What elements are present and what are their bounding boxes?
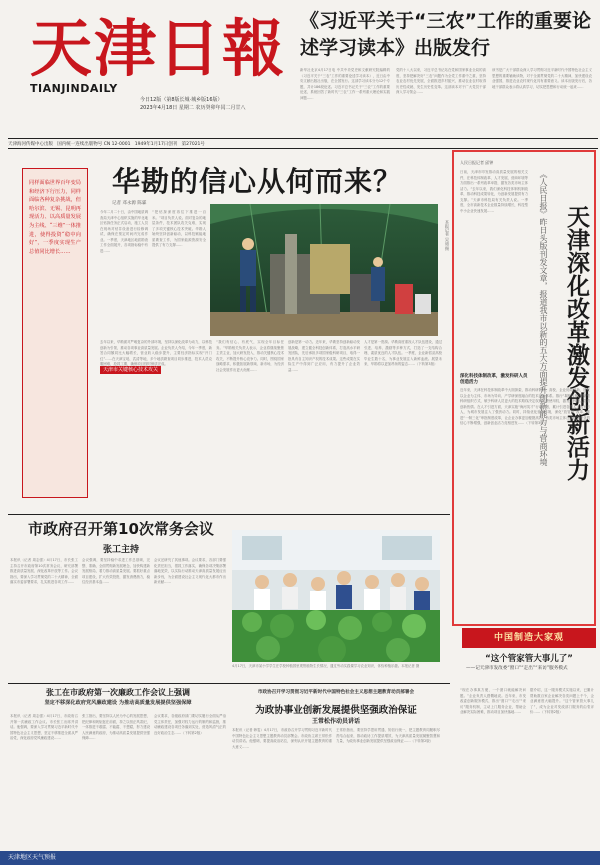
feature-column-2: 近年来，天津在科技体制改革中大胆探索，推动科研院所、高校、企业协同创新，建立以企业为主体、市场为导向、产学研深度融合的技术创新体系。推行“揭榜挂帅”等新型科研组织方式，赋予科研人员更大的技术路线决定权和经费使用权，激发了科研人员的创新热情。在人才引进方面，天津实施“海河英才”行动计划，累计引进各类人才数十万人，为城市发展注入了强劲动力。同时，持续优化营商环境，深化“放管服”改革，推进“一制三化”审批制度改革，让企业办事更加便捷高效。各类市场主体在津投资兴业的信心不断增强，创新创业活力竞相迸发……（下转第3版）: [460, 388, 590, 425]
council-meeting-title: 市政府召开第10次常务会议: [28, 520, 214, 538]
divider: [8, 138, 598, 139]
lead-column-3: 去年以来，华勘面对严峻复杂的外部环境，坚持以深化改革为动力，以科技创新为引领，推动各项事业高质量发展。企业负责人介绍，今年一季度，新签合同额同比大幅增长，营业收入稳步提升，主要经济指标实现“开门红”……在天津宝坻、武清等地，多个地质勘查项目同步推进，技术人员克服困难，抢抓工期，确保项目按时保质完成。: [100, 340, 212, 366]
top-headline: 《习近平关于“三农”工作的重要论述学习读本》出版发行: [300, 10, 591, 59]
second-meeting-column-1: 本报讯（记者 周志强）4月17日，市政府召开第一次廉政工作会议。市长张工出席并讲话。他强调，要深入学习贯彻习近平新时代中国特色社会主义思想，坚定不移推进全面从严治党，深化政府党风廉政建设……: [10, 714, 78, 740]
masthead-english-name: TIANJINDAILY: [30, 82, 118, 95]
top-story-column-1: 新华社北京4月17日电 中共中央党史和文献研究院编辑的《习近平关于“三农”工作的重要论述学习读本》，近日由中央文献出版社出版，在全国发行。这部学习读本分为12个专题，共计186段论述。习近平总书记关于“三农”工作的重要论述，系统回答了新时代“三农”工作一系列重大理论和实践问题……: [300, 68, 390, 100]
masthead-meta: [140, 96, 300, 112]
drilling-site-photo: [210, 204, 438, 336]
divider: [8, 148, 598, 149]
classroom-plants-photo: [232, 530, 440, 662]
commentary-sidebar: 同样面临世界百年变局和经济下行压力，同样面临各种复杂挑战，但哈尔滨、无锡、昆明再现活力、以高质量发展为主线、“三维”一体推进，使得投资“稳中向好”，一季度实现生产总值同比增长……: [22, 168, 88, 498]
masthead-logo: 天津日報: [30, 12, 287, 85]
second-meeting-column-3: 会议要求，各级政府部门要切实履行全面从严治党主体责任，加强对权力运行的制约和监督，推动廉政建设各项任务落到实处，营造风清气正的良好政治生态……（下转第2版）: [154, 714, 226, 735]
council-meeting-subtitle: 张工主持: [102, 545, 139, 555]
butler-column-1: “现在办事真方便，一个窗口就能解决问题。”企业负责人感慨地说。近年来，市发改委创新服务模式，推出“窗口”“走出”“来访”服务机制，主动上门服务企业，帮助企业解决实际困难，推动项目加快落地……: [460, 688, 526, 714]
cppcc-column-2: 王常松指出，要坚持学思用贯通、知信行统一，把主题教育同履职尽责结合起来，推动政协工作提质增效，为天津高质量发展凝聚智慧和力量，为政协事业创新发展提供坚强政治保证……（下转第2版）: [336, 728, 440, 743]
cppcc-column-1: 本报讯（记者 韩雯）4月17日，市政协召开学习贯彻习近平新时代中国特色社会主义思想主题教育动员部署会。市政协主席王常松作动员讲话。他强调，要提高政治站位，深刻认识开展主题教育的重大意义……: [232, 728, 332, 749]
lead-column-6: 人才是第一资源。华勘高度重视人才队伍建设，通过引进、培养、激励等多种方式，打造了一支结构合理、素质优良的人才队伍。一季度，企业新招录高校毕业生数十名，为事业发展注入新鲜血液。展望未来，华勘将以更加昂扬的姿态……（下转第3版）: [364, 340, 442, 366]
divider: [8, 683, 450, 684]
butler-column-2: 据介绍，这一服务模式实施以来，已累计帮助数百家企业解决各类问题上千个，企业满意度大幅提升。“这个管家管大事儿了”，成为企业对发改部门服务的由衷评价……（下转第2版）: [530, 688, 594, 714]
lead-headline: 华勘的信心从何而来？: [112, 165, 403, 198]
feature-subtitle: 《人民日报》昨日头版刊发文章，报道我市以新的五大方面提升创新能力与营商环境: [539, 170, 548, 466]
feature-column-1: 日前，天津市印发推动高质量发展的相关文件，在科技体制改革、人才发展、营商环境等方面推出一系列改革举措，激发各类市场主体活力。“去年以来，我们深化科技体制机制改革，推动科技成果转化，为创新发展提供有力支撑。”天津市科技局有关负责人说。一季度，全市高新技术企业数量持续增长，科技型中小企业快速发展……: [460, 170, 528, 213]
butler-title: “这个管家管大事儿了”: [485, 654, 573, 664]
council-column-1: 本报讯（记者 周志强）4月17日，市长张工主持召开市政府第10次常务会议，研究部署推进高质量发展、深化改革开放等工作。会议指出，要深入学习贯彻党的二十大精神，全面落实市委部署要求，扎实推进各项工作……: [10, 558, 78, 584]
publisher-line: 天津海河传媒中心出版 国内统一连续出版物号 CN 12-0001 1949年1月17日创刊 第27021号: [8, 142, 205, 147]
top-story-column-2: 党的十八大以来，习近平总书记站在党和国家事业全局的高度，坚持把解决好“三农”问题作为全党工作重中之重，坚持农业农村优先发展，全面推进乡村振兴，推动农业农村取得历史性成就、发生历史性变革。这部读本对于广大党员干部深入学习领会……: [396, 68, 486, 94]
meta-date: 2023年4月18日 星期二 农历癸卯年闰二月廿八: [140, 105, 246, 111]
lead-column-5: 创新是第一动力。近年来，华勘坚持创新驱动发展战略，建立健全科技创新体系，打造高水平研发团队，先后承担多项国家级科研项目，取得一批具有自主知识产权的技术成果。这些成果在实际生产中得到广泛应用，有力提升了企业效益……: [288, 340, 360, 372]
lead-column-4: “我们有信心、有底气，实现全年目标任务。”华勘相关负责人表示，企业将继续聚焦主责主业，加大研发投入，推动关键核心技术攻关，不断提升核心竞争力。同时，围绕国家战略需求，积极拓展新领域、新市场，为经济社会发展作出更大贡献……: [216, 340, 284, 372]
feature-title: 天津深化改革激发创新活力: [563, 205, 589, 481]
students-photo: [232, 530, 440, 662]
divider: [8, 514, 450, 515]
lead-photo: [210, 204, 438, 336]
butler-subtitle: ——记天津市发改委“窗口”“走出”“来访”服务模式: [466, 666, 568, 671]
lead-byline: 记者 邓永源 陈霖: [112, 201, 147, 206]
top-story-column-3: 该书是广大干部群众深入学习贯彻习近平新时代中国特色社会主义思想的重要辅助读物，对于全面贯彻党的二十大精神，加快建设农业强国，推进农业农村现代化具有重要意义。读本出版发行后，各地干部群众表示将认真学习，切实把思想和行动统一起来……: [492, 68, 592, 89]
weather-footer: 天津地区天气预报: [0, 851, 600, 865]
cppcc-title: 为政协事业创新发展提供坚强政治保证: [255, 705, 417, 716]
lead-tag: [100, 356, 161, 375]
second-meeting-column-2: 张工指出，要坚持以人民为中心的发展思想，把纪律和规矩挺在前面，持之以恒正风肃纪，一体推进不敢腐、不能腐、不想腐，努力建设人民满意的政府，为推动高质量发展提供坚强保障……: [82, 714, 150, 740]
second-meeting-subtitle: 坚定不移深化政府党风廉政建设 为推动高质量发展提供坚强保障: [44, 700, 192, 706]
feature-subhead: 深化科技体制改革，激发科研人员创造活力: [460, 374, 528, 385]
meta-editions: 今日12版（第8版长城·城乡版16版）: [140, 97, 223, 103]
section-banner: 中国制造大家观: [462, 628, 596, 648]
cppcc-byline: 王常松作动员讲话: [311, 718, 360, 725]
lead-column-2: “把钻探深度再往下推进一百米。”项目负责人说。面对复杂的地层条件，技术团队攻关克难，实现了多项关键核心技术突破。华勘人始终坚持创新驱动，以科技赋能地质勘查工作，为国家能源资源安全提供了有力支撑……: [152, 210, 206, 247]
feature-byline: 人民日报记者 邱钟: [460, 160, 494, 165]
photo-caption: 本报记者 吴迪 摄: [445, 220, 450, 251]
tag-label: 天津市关键核心技术攻关: [100, 366, 161, 374]
cppcc-kicker: 市政协召开学习贯彻习近平新时代中国特色社会主义思想主题教育动员部署会: [257, 690, 415, 695]
lead-column-1: 今年二月二十日，由中国地质调查局天津中心组织实施的华北地区钻探任务正式启动，施工人员在现场对钻井设备进行检修调试，确保在预定时间内完成作业。一季度，天津地区地质勘查工作全面展开，各项指标稳中有进……: [100, 210, 148, 253]
council-column-3: 会议还研究了其他事项。会议要求，各部门要强化责任担当，狠抓工作落实，确保各项决策部署落地见效，以实际行动推动天津高质量发展迈出新步伐，为全面建设社会主义现代化大都市作出新贡献……: [154, 558, 226, 584]
second-meeting-title: 张工在市政府第一次廉政工作会议上强调: [46, 688, 190, 697]
council-column-2: 会议强调，要坚持稳中求进工作总基调，完整、准确、全面贯彻新发展理念，加快构建新发展格局，着力推动高质量发展。要抓好重点项目建设，扩大有效投资，激发消费潜力，稳住经济基本盘……: [82, 558, 150, 584]
students-photo-caption: 4月17日，天津市某小学学生在学校种植园里观察植物生长情况，通过劳动实践课学习农业知识，体验种植乐趣。本报记者 摄: [232, 664, 420, 668]
